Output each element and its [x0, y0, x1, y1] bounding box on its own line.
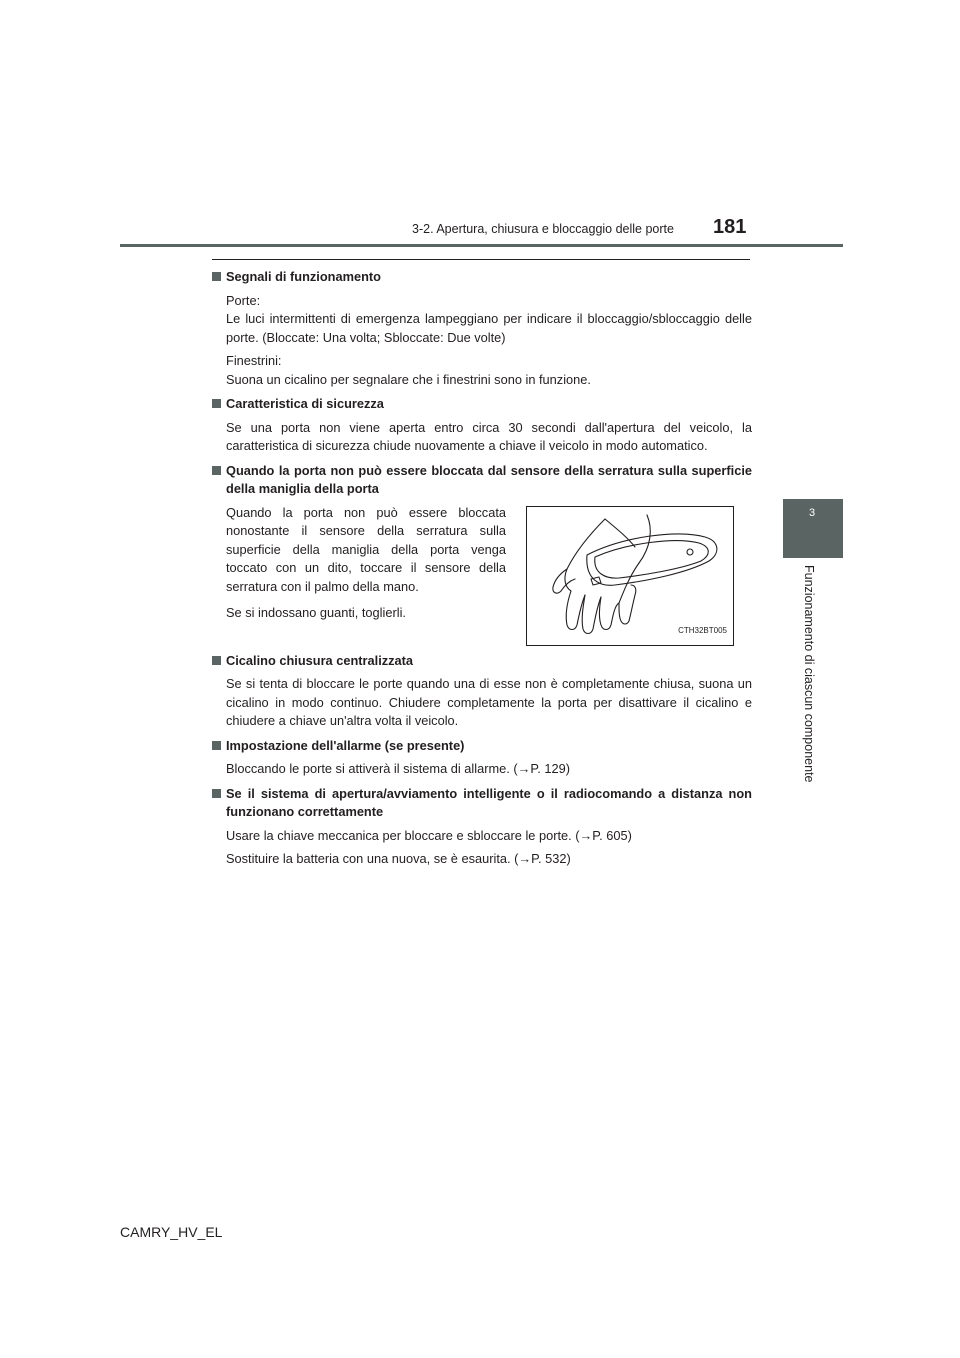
chapter-tab: [783, 499, 843, 558]
square-bullet-icon: [212, 789, 221, 798]
section-signals: [210, 268, 752, 389]
section-title: 3-2. Apertura, chiusura e bloccaggio delle porte: [412, 222, 674, 236]
section-alarm: [210, 737, 752, 779]
section-smart-key: [210, 785, 752, 869]
figure-code: CTH32BT005: [678, 626, 727, 635]
page-content: [210, 268, 752, 875]
chapter-label: Funzionamento di ciascun componente: [802, 565, 816, 783]
content-top-rule: [212, 259, 750, 260]
square-bullet-icon: [212, 656, 221, 665]
paragraph: Se una porta non viene aperta entro circa 30 secondi dall'apertura del veicolo, la caratteristica di sicurezza chiude nuovamente a chiave il veicolo in modo automatico.: [226, 419, 752, 453]
paragraph: Quando la porta non può essere bloccata nonostante il sensore della serratura sulla superficie della maniglia della porta venga toccato con un dito, toccare il sensore della serratura con il palmo della mano.: [226, 504, 506, 594]
section-heading: Quando la porta non può essere bloccata dal sensore della serratura sulla superficie della maniglia della porta: [226, 462, 752, 496]
paragraph: Se si tenta di bloccare le porte quando una di esse non è completamente chiusa, suona un cicalino in modo continuo. Chiudere completamente la porta per disattivare il cicalino e chiudere a chiave un'altra volta il veicolo.: [226, 676, 752, 728]
header-rule: [120, 244, 843, 247]
section-heading: Impostazione dell'allarme (se presente): [226, 737, 465, 753]
section-buzzer: [210, 652, 752, 731]
paragraph: Porte: Le luci intermittenti di emergenza lampeggiano per indicare il bloccaggio/sbloccaggio delle porte. (Bloccate: Una volta; Sbloccate: Due volte): [226, 292, 752, 345]
page-number: 181: [713, 216, 747, 238]
square-bullet-icon: [212, 466, 221, 475]
paragraph: Usare la chiave meccanica per bloccare e sbloccare le porte. (→P. 605): [226, 827, 632, 843]
section-heading: Se il sistema di apertura/avviamento intelligente o il radiocomando a distanza non funzionano correttamente: [226, 785, 752, 819]
paragraph: Se si indossano guanti, toglierli.: [226, 605, 406, 620]
square-bullet-icon: [212, 272, 221, 281]
chapter-number: 3: [809, 507, 816, 519]
model-code: CAMRY_HV_EL: [120, 1224, 223, 1240]
square-bullet-icon: [212, 741, 221, 750]
square-bullet-icon: [212, 399, 221, 408]
section-heading: Caratteristica di sicurezza: [226, 396, 384, 411]
hand-on-door-handle-illustration: [526, 506, 734, 646]
section-heading: Cicalino chiusura centralizzata: [226, 652, 414, 668]
section-lock-sensor: [210, 462, 752, 646]
paragraph: Bloccando le porte si attiverà il sistema di allarme. (→P. 129): [226, 761, 571, 776]
paragraph: Sostituire la batteria con una nuova, se è esaurita. (→P. 532): [226, 851, 571, 866]
paragraph: Finestrini: Suona un cicalino per segnalare che i finestrini sono in funzione.: [226, 353, 591, 387]
section-safety: [210, 395, 752, 456]
section-heading: Segnali di funzionamento: [226, 269, 381, 284]
